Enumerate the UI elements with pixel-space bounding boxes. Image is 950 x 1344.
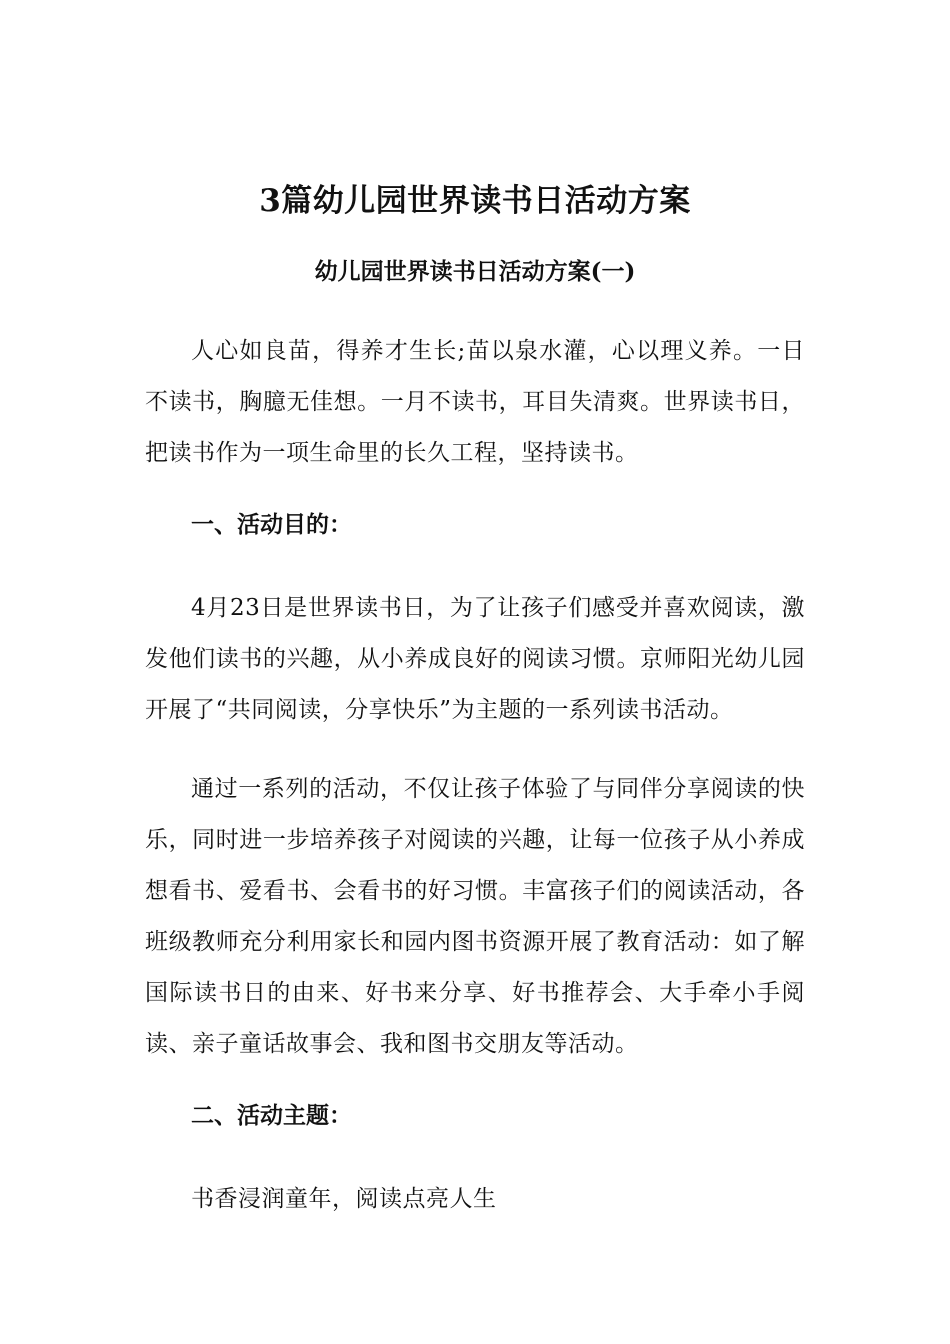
purpose-paragraph-2: 通过一系列的活动，不仅让孩子体验了与同伴分享阅读的快乐，同时进一步培养孩子对阅读的兴趣，让每一位孩子从小养成想看书、爱看书、会看书的好习惯。丰富孩子们的阅读活动，各班级教师充分利用家长和园内图书资源开展了教育活动：如了解国际读书日的由来、好书来分享、好书推荐会、大手牵小手阅读、亲子童话故事会、我和图书交朋友等活动。 [145, 776, 805, 1057]
document-body [145, 178, 805, 1253]
section-heading-theme: 二、活动主题： [191, 1102, 352, 1129]
document-title: 3篇幼儿园世界读书日活动方案 [259, 183, 691, 219]
theme-text: 书香浸润童年，阅读点亮人生 [191, 1186, 497, 1212]
section-heading-purpose: 一、活动目的： [191, 511, 352, 538]
document-subtitle: 幼儿园世界读书日活动方案(一) [314, 258, 636, 285]
purpose-paragraph-1: 4月23日是世界读书日，为了让孩子们感受并喜欢阅读，激发他们读书的兴趣，从小养成良好的阅读习惯。京师阳光幼儿园开展了“共同阅读，分享快乐”为主题的一系列读书活动。 [145, 595, 805, 723]
intro-paragraph: 人心如良苗，得养才生长;苗以泉水灌，心以理义养。一日不读书，胸臆无佳想。一月不读书，耳目失清爽。世界读书日，把读书作为一项生命里的长久工程，坚持读书。 [145, 338, 805, 466]
